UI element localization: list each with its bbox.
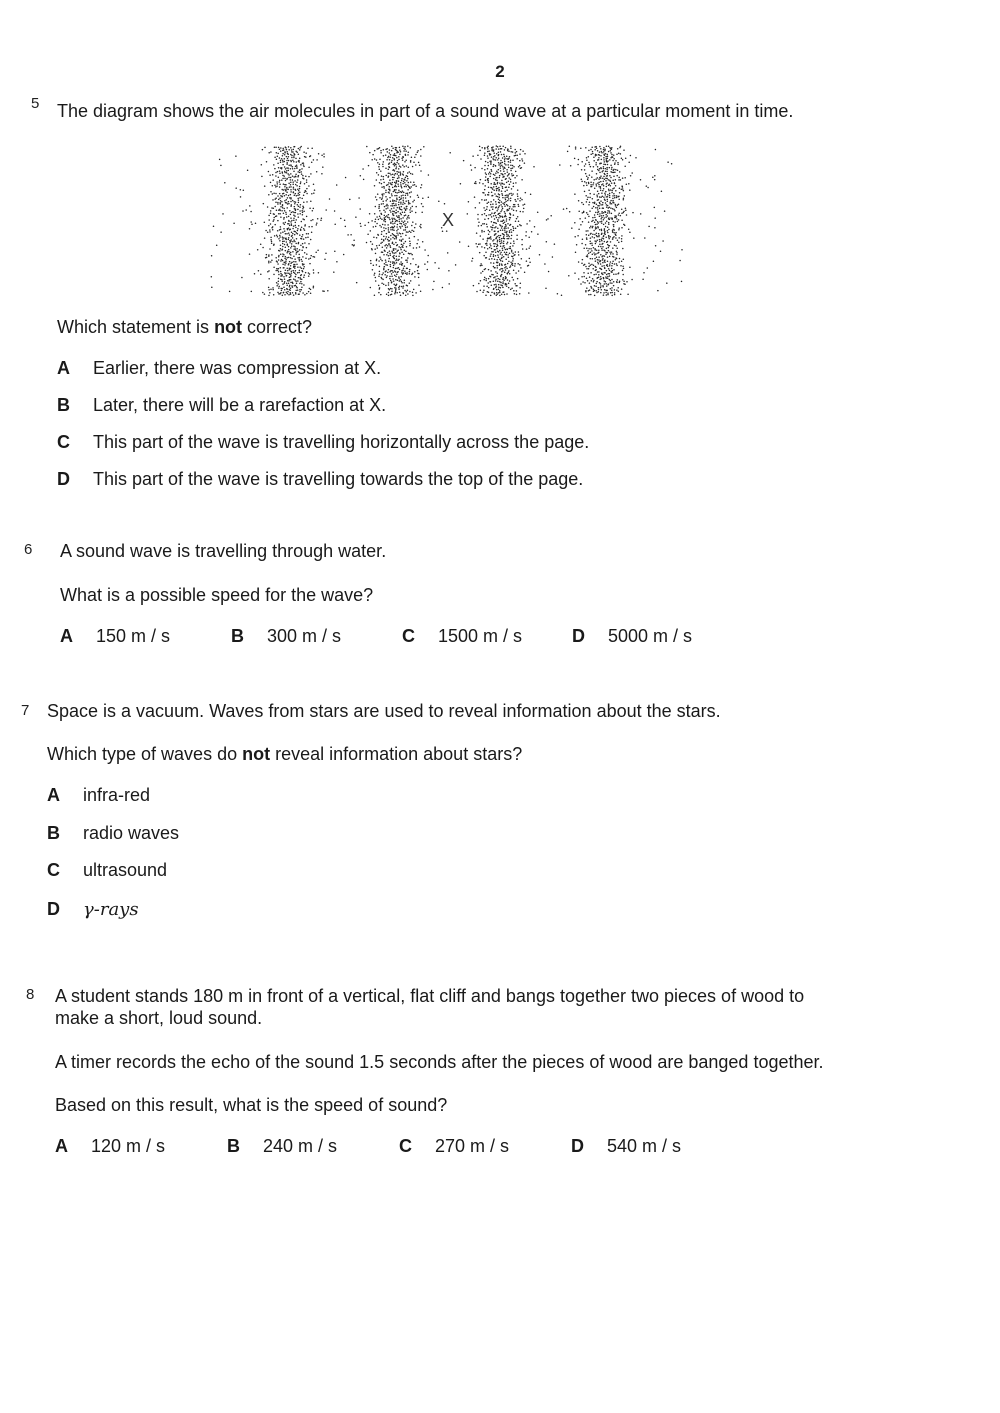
question-stem: A sound wave is travelling through water.	[60, 541, 387, 561]
option-b-text: Later, there will be a rarefaction at X.	[93, 395, 387, 415]
option-a-text: 150 m / s	[96, 626, 171, 646]
question-prompt: What is a possible speed for the wave?	[60, 585, 374, 605]
marker-x-label: X	[441, 210, 455, 230]
option-b[interactable]	[231, 626, 244, 647]
question-stem-line-1: A student stands 180 m in front of a vertical, flat cliff and bangs together two pieces of wood to	[55, 986, 805, 1006]
option-letter: C	[47, 860, 60, 880]
prompt-emphasis: not	[242, 744, 271, 764]
prompt-text: correct?	[242, 317, 313, 337]
question-stem: Space is a vacuum. Waves from stars are used to reveal information about the stars.	[47, 701, 721, 721]
option-letter: B	[57, 395, 70, 415]
option-letter: A	[57, 358, 70, 378]
page-number: 2	[495, 62, 505, 81]
question-number: 5	[31, 95, 40, 112]
question-prompt	[47, 744, 522, 765]
option-d[interactable]	[572, 626, 585, 647]
option-c-text: ultrasound	[83, 860, 168, 880]
question-prompt	[57, 317, 312, 338]
option-c-text: This part of the wave is travelling horizontally across the page.	[93, 432, 590, 452]
option-c-text: 270 m / s	[435, 1136, 510, 1156]
option-a[interactable]	[60, 626, 73, 647]
option-c[interactable]	[57, 432, 70, 453]
option-d[interactable]	[571, 1136, 584, 1157]
option-b[interactable]	[57, 395, 70, 416]
option-d[interactable]	[47, 899, 60, 920]
option-b-text: 300 m / s	[267, 626, 342, 646]
option-a-text: infra-red	[83, 785, 151, 805]
option-d[interactable]	[57, 469, 70, 490]
option-d-text: 540 m / s	[607, 1136, 682, 1156]
option-b-text: 240 m / s	[263, 1136, 338, 1156]
question-number: 6	[24, 541, 33, 558]
option-b[interactable]	[227, 1136, 240, 1157]
option-c[interactable]	[47, 860, 60, 881]
option-letter: A	[55, 1136, 68, 1156]
prompt-emphasis: not	[214, 317, 243, 337]
option-letter: B	[231, 626, 244, 646]
option-c[interactable]	[399, 1136, 412, 1157]
question-number: 7	[21, 702, 30, 719]
option-d-text: This part of the wave is travelling towards the top of the page.	[93, 469, 584, 489]
question-stem-line-2: make a short, loud sound.	[55, 1008, 263, 1028]
option-letter: B	[47, 823, 60, 843]
question-prompt: Based on this result, what is the speed of sound?	[55, 1095, 448, 1115]
option-letter: D	[572, 626, 585, 646]
prompt-text: Which statement is	[57, 317, 215, 337]
option-c-text: 1500 m / s	[438, 626, 523, 646]
option-letter: C	[57, 432, 70, 452]
option-a[interactable]	[47, 785, 60, 806]
option-a[interactable]	[55, 1136, 68, 1157]
option-c[interactable]	[402, 626, 415, 647]
option-a[interactable]	[57, 358, 70, 379]
option-letter: D	[571, 1136, 584, 1156]
sound-wave-diagram	[210, 145, 685, 297]
option-b-text: radio waves	[83, 823, 180, 843]
option-letter: D	[47, 899, 60, 919]
option-a-text: 120 m / s	[91, 1136, 166, 1156]
option-letter: A	[60, 626, 73, 646]
question-info: A timer records the echo of the sound 1.5 seconds after the pieces of wood are banged together.	[55, 1052, 824, 1072]
option-letter: B	[227, 1136, 240, 1156]
question-stem: The diagram shows the air molecules in part of a sound wave at a particular moment in time.	[57, 101, 794, 121]
question-number: 8	[26, 986, 35, 1003]
prompt-text: reveal information about stars?	[270, 744, 523, 764]
option-letter: D	[57, 469, 70, 489]
prompt-text: Which type of waves do	[47, 744, 243, 764]
option-d-text: γ-rays	[83, 899, 139, 920]
option-letter: A	[47, 785, 60, 805]
option-a-text: Earlier, there was compression at X.	[93, 358, 382, 378]
option-letter: C	[399, 1136, 412, 1156]
option-d-text: 5000 m / s	[608, 626, 693, 646]
option-letter: C	[402, 626, 415, 646]
option-b[interactable]	[47, 823, 60, 844]
